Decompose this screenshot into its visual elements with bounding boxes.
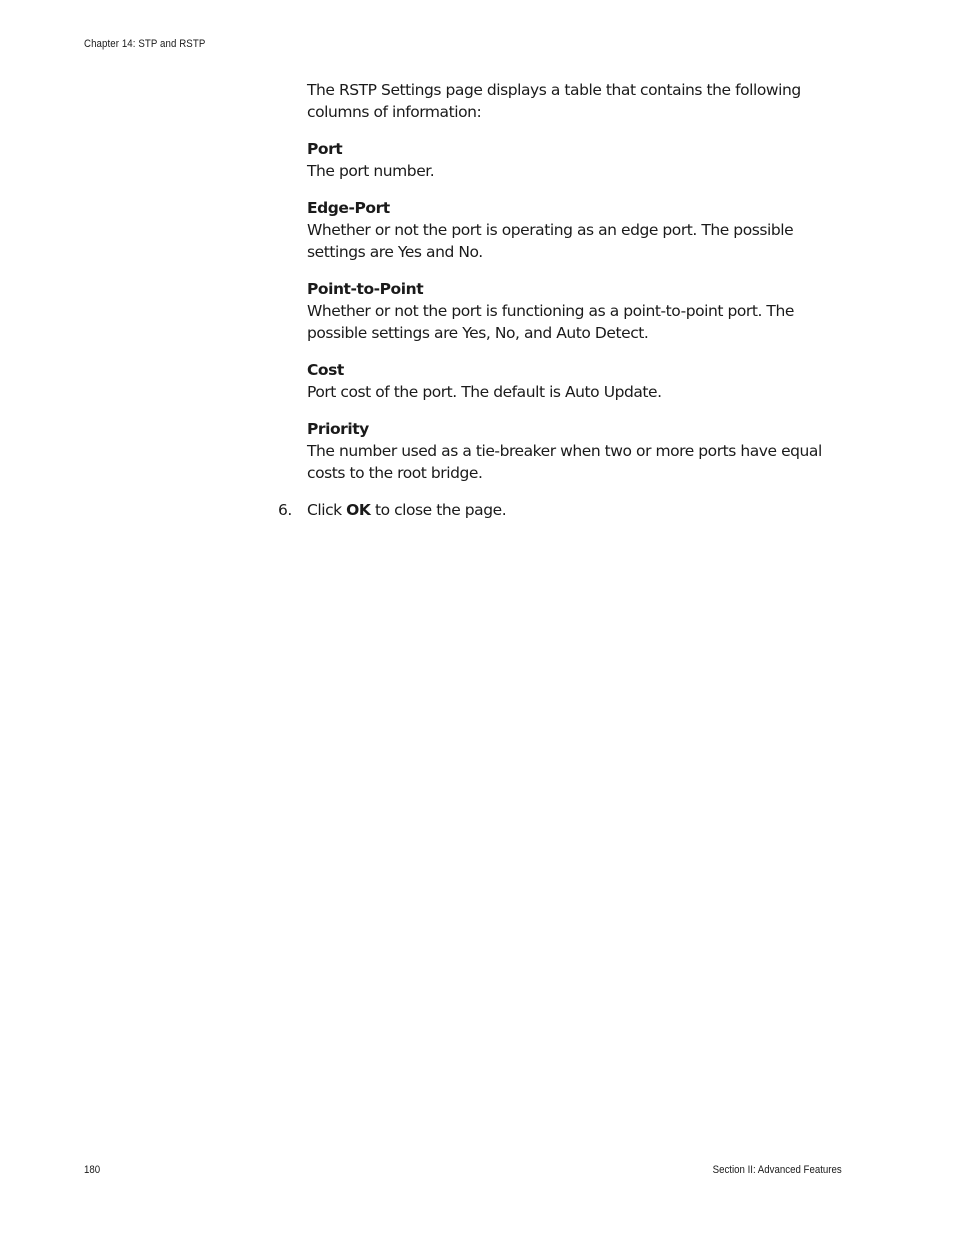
- step-text-after: to close the page.: [370, 501, 507, 519]
- step-6: [278, 499, 822, 521]
- column-definition-edge-port: [307, 197, 822, 263]
- term-description: The port number.: [307, 162, 435, 180]
- page-number: 180: [84, 1164, 101, 1176]
- term-title: Edge-Port: [307, 199, 390, 217]
- term-title: Port: [307, 140, 343, 158]
- column-definition-cost: [307, 359, 822, 403]
- main-content: [278, 79, 822, 521]
- column-definition-port: [307, 138, 822, 182]
- term-description: The number used as a tie-breaker when two or more ports have equal costs to the root bridge.: [307, 442, 822, 482]
- term-description: Whether or not the port is functioning as a point-to-point port. The possible settings are Yes, No, and Auto Detect.: [307, 302, 794, 342]
- section-title: Section II: Advanced Features: [712, 1164, 842, 1176]
- ok-label: OK: [346, 501, 371, 519]
- term-description: Port cost of the port. The default is Auto Update.: [307, 383, 662, 401]
- term-description: Whether or not the port is operating as an edge port. The possible settings are Yes and No.: [307, 221, 794, 261]
- column-definition-priority: [307, 418, 822, 484]
- term-title: Priority: [307, 420, 369, 438]
- term-title: Cost: [307, 361, 344, 379]
- step-number: 6.: [278, 501, 292, 519]
- step-text-before: Click: [307, 501, 347, 519]
- running-header: Chapter 14: STP and RSTP: [84, 38, 206, 50]
- term-title: Point-to-Point: [307, 280, 424, 298]
- column-definition-point-to-point: [307, 278, 822, 344]
- intro-paragraph: The RSTP Settings page displays a table that contains the following columns of information:: [307, 81, 801, 121]
